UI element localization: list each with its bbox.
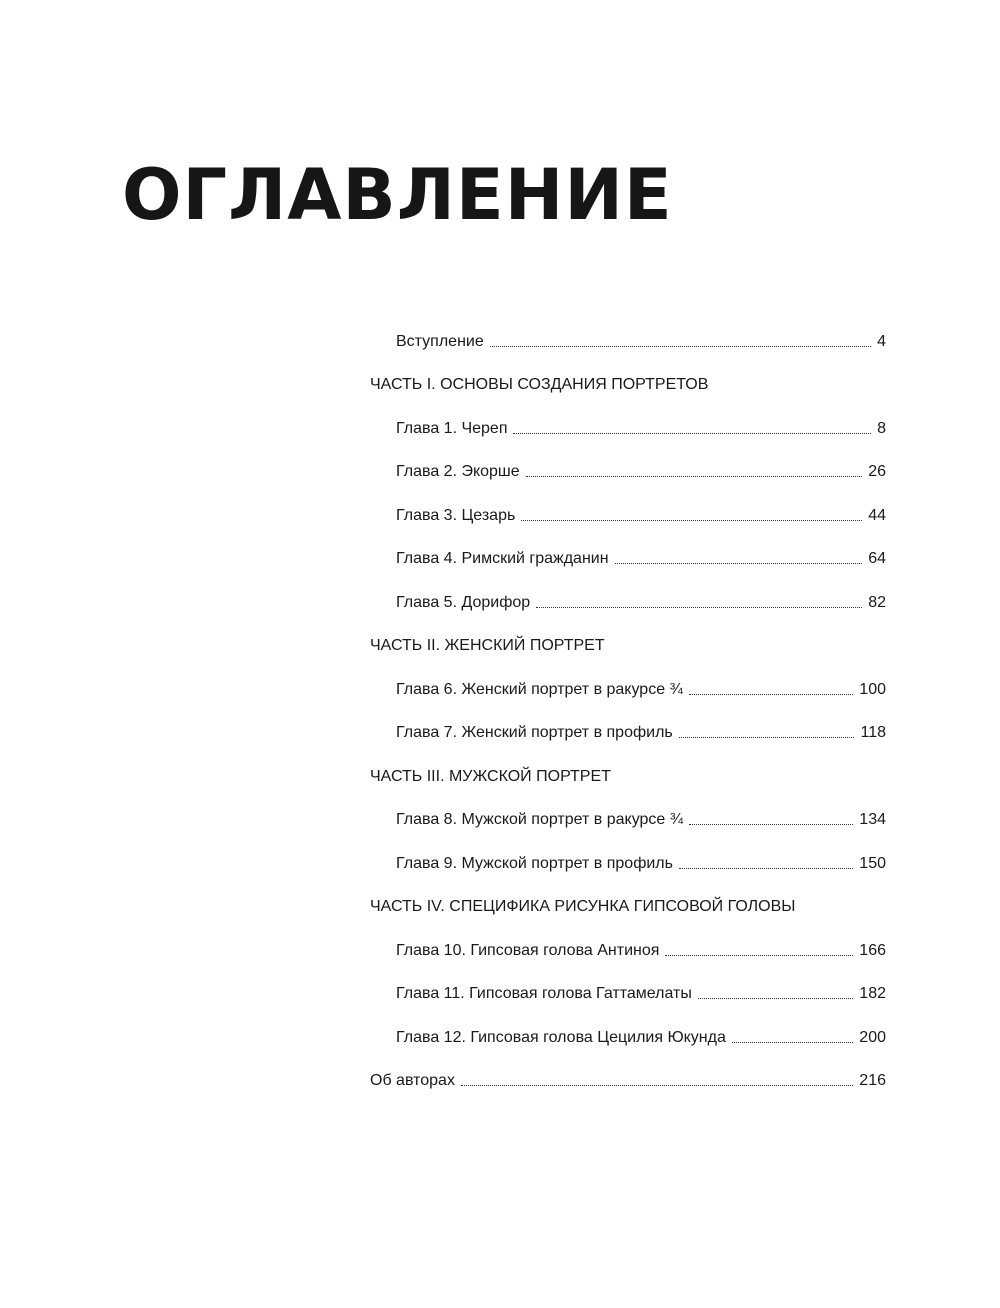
toc-page-number: 166 <box>859 941 886 959</box>
dot-leader <box>490 346 871 347</box>
dot-leader <box>536 607 862 608</box>
dot-leader <box>526 476 863 477</box>
toc-page-number: 216 <box>859 1072 886 1090</box>
dot-leader <box>689 824 853 825</box>
toc-entry-chapter-8[interactable] <box>370 799 886 843</box>
table-of-contents <box>370 320 886 1103</box>
toc-page-number: 200 <box>859 1028 886 1046</box>
toc-entry-chapter-7[interactable] <box>370 712 886 756</box>
toc-part-label: ЧАСТЬ III. МУЖСКОЙ ПОРТРЕТ <box>370 767 611 785</box>
toc-entry-chapter-10[interactable] <box>370 929 886 973</box>
toc-entry-chapter-1[interactable] <box>370 407 886 451</box>
toc-part-label: ЧАСТЬ II. ЖЕНСКИЙ ПОРТРЕТ <box>370 637 605 655</box>
toc-entry-label: Глава 3. Цезарь <box>396 507 521 525</box>
toc-part-4[interactable] <box>370 886 886 930</box>
toc-entry-intro[interactable] <box>370 320 886 364</box>
toc-part-label: ЧАСТЬ I. ОСНОВЫ СОЗДАНИЯ ПОРТРЕТОВ <box>370 376 709 394</box>
toc-page-number: 100 <box>859 680 886 698</box>
dot-leader <box>665 955 853 956</box>
toc-entry-chapter-5[interactable] <box>370 581 886 625</box>
toc-page-number: 118 <box>860 724 886 742</box>
dot-leader <box>698 998 853 999</box>
toc-entry-label: Глава 10. Гипсовая голова Антиноя <box>396 942 665 960</box>
toc-part-label: ЧАСТЬ IV. СПЕЦИФИКА РИСУНКА ГИПСОВОЙ ГОЛОВЫ <box>370 898 796 916</box>
dot-leader <box>615 563 863 564</box>
toc-entry-label: Глава 11. Гипсовая голова Гаттамелаты <box>396 985 698 1003</box>
toc-page-number: 182 <box>859 985 886 1003</box>
page-title: ОГЛАВЛЕНИЕ <box>122 154 673 236</box>
toc-entry-chapter-12[interactable] <box>370 1016 886 1060</box>
toc-entry-chapter-9[interactable] <box>370 842 886 886</box>
toc-entry-chapter-2[interactable] <box>370 451 886 495</box>
toc-part-1[interactable] <box>370 364 886 408</box>
toc-entry-about-authors[interactable] <box>370 1060 886 1104</box>
toc-page-number: 26 <box>868 463 886 481</box>
toc-page-number: 150 <box>859 854 886 872</box>
toc-entry-chapter-11[interactable] <box>370 973 886 1017</box>
toc-entry-label: Глава 8. Мужской портрет в ракурсе ¾ <box>396 811 689 829</box>
dot-leader <box>679 737 855 738</box>
dot-leader <box>689 694 853 695</box>
toc-page-number: 82 <box>868 593 886 611</box>
toc-entry-label: Об авторах <box>370 1072 461 1090</box>
toc-entry-label: Глава 4. Римский гражданин <box>396 550 615 568</box>
dot-leader <box>732 1042 853 1043</box>
toc-entry-label: Глава 2. Экорше <box>396 463 526 481</box>
toc-entry-chapter-4[interactable] <box>370 538 886 582</box>
toc-entry-chapter-3[interactable] <box>370 494 886 538</box>
toc-entry-label: Глава 9. Мужской портрет в профиль <box>396 855 679 873</box>
toc-part-2[interactable] <box>370 625 886 669</box>
toc-entry-label: Глава 6. Женский портрет в ракурсе ¾ <box>396 681 689 699</box>
toc-entry-label: Вступление <box>396 333 490 351</box>
toc-page-number: 64 <box>868 550 886 568</box>
toc-entry-chapter-6[interactable] <box>370 668 886 712</box>
toc-entry-label: Глава 7. Женский портрет в профиль <box>396 724 679 742</box>
toc-entry-label: Глава 1. Череп <box>396 420 513 438</box>
dot-leader <box>679 868 853 869</box>
dot-leader <box>521 520 862 521</box>
dot-leader <box>513 433 871 434</box>
dot-leader <box>461 1085 853 1086</box>
toc-entry-label: Глава 5. Дорифор <box>396 594 536 612</box>
toc-entry-label: Глава 12. Гипсовая голова Цецилия Юкунда <box>396 1029 732 1047</box>
toc-part-3[interactable] <box>370 755 886 799</box>
toc-page-number: 44 <box>868 506 886 524</box>
toc-page-number: 134 <box>859 811 886 829</box>
toc-page-number: 8 <box>877 419 886 437</box>
toc-page-number: 4 <box>877 332 886 350</box>
